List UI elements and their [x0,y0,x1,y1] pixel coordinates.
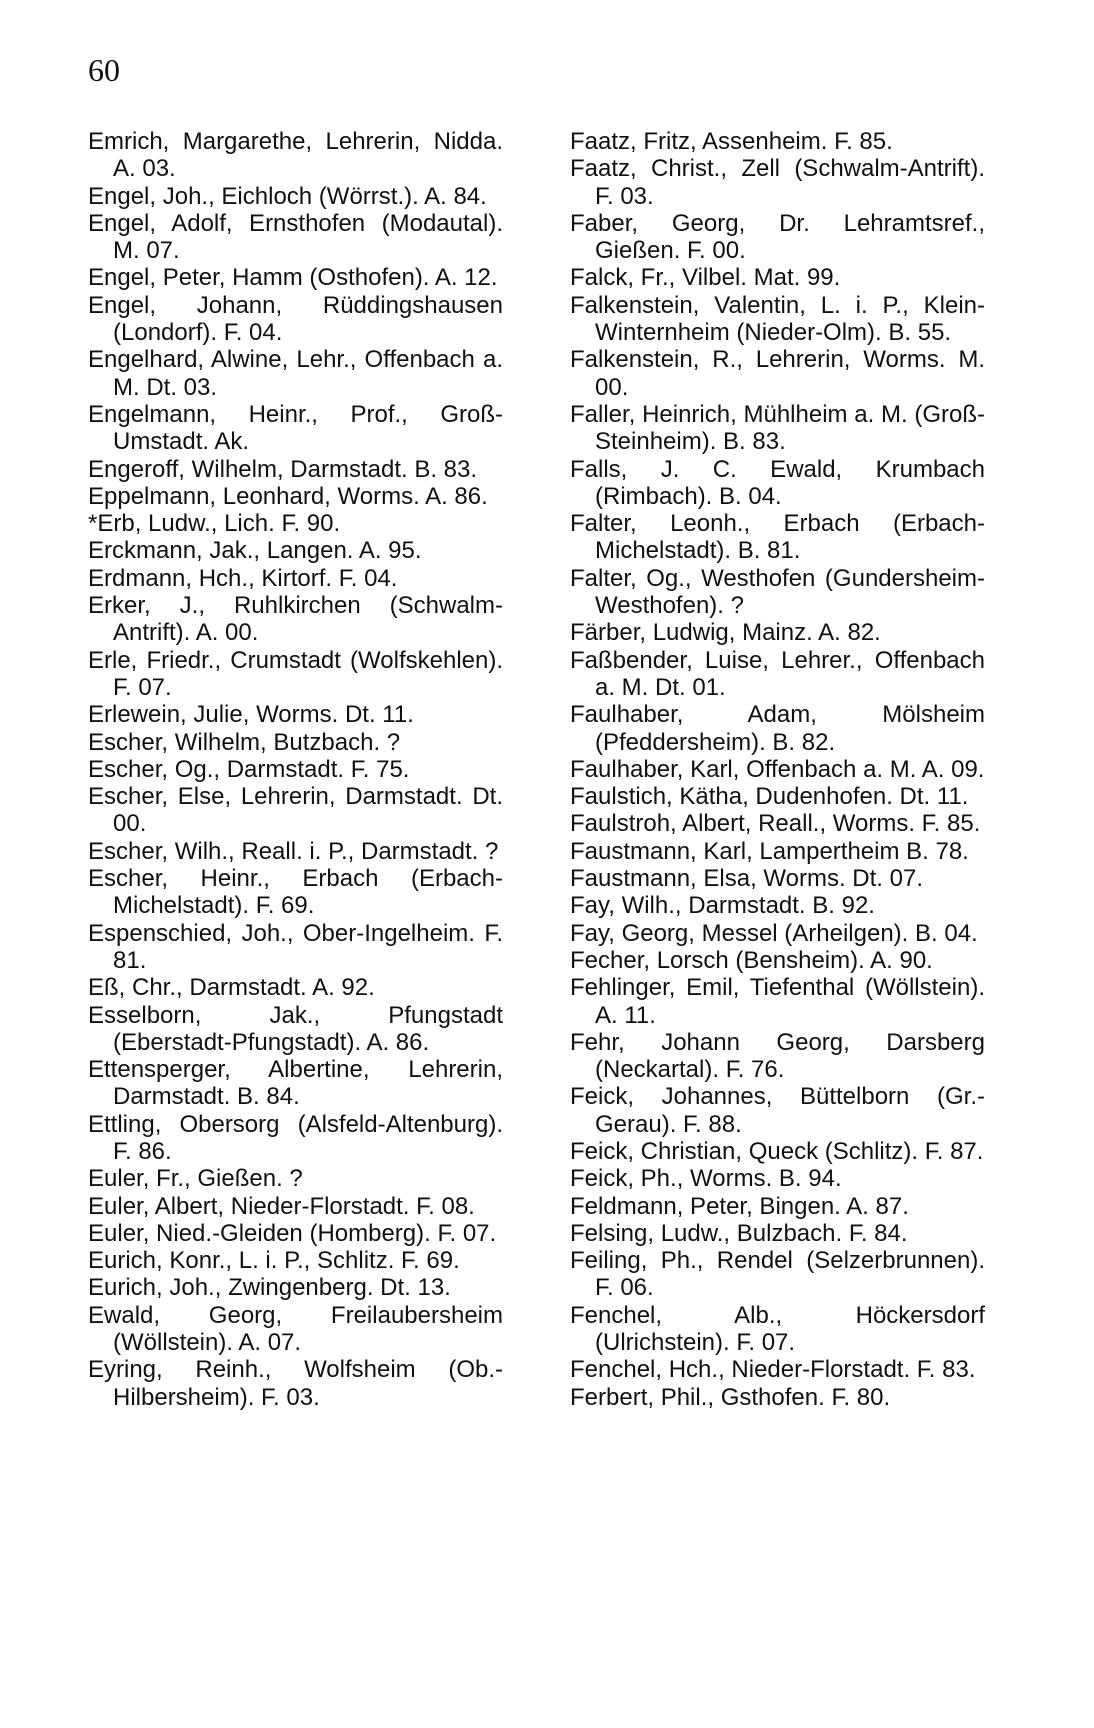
directory-entry: Erckmann, Jak., Langen. A. 95. [88,537,422,565]
directory-entry: Fenchel, Alb., Höckersdorf (Ulrichstein). F. 07. [570,1301,985,1357]
directory-entry: Fecher, Lorsch (Bensheim). A. 90. [570,946,933,974]
directory-entry: Felsing, Ludw., Bulzbach. F. 84. [570,1219,908,1247]
directory-entry: Eppelmann, Leonhard, Worms. A. 86. [88,482,488,510]
directory-entry: Fay, Wilh., Darmstadt. B. 92. [570,892,875,920]
directory-entry: Fehlinger, Emil, Tiefenthal (Wöllstein). A. 11. [570,974,985,1029]
directory-entry: Faulhaber, Adam, Mölsheim (Pfeddersheim). B. 82. [570,701,985,756]
directory-entry: Eß, Chr., Darmstadt. A. 92. [88,974,375,1002]
directory-entry: Eyring, Reinh., Wolfsheim (Ob.-Hilbersheim). F. 03. [88,1356,503,1411]
directory-entry: Emrich, Margarethe, Lehrerin, Nidda. A. 03. [88,128,503,183]
directory-entry: Escher, Wilhelm, Butzbach. ? [88,728,401,756]
directory-entry: Engel, Peter, Hamm (Osthofen). A. 12. [88,264,498,292]
directory-entry: Euler, Nied.-Gleiden (Homberg). F. 07. [88,1219,497,1247]
directory-entry: Feick, Ph., Worms. B. 94. [570,1165,842,1193]
directory-entry: Falck, Fr., Vilbel. Mat. 99. [570,264,841,292]
directory-entry: Ettling, Obersorg (Alsfeld-Altenburg). F. 86. [88,1110,503,1165]
directory-entry: Feick, Christian, Queck (Schlitz). F. 87. [570,1137,984,1165]
directory-entry: Falls, J. C. Ewald, Krumbach (Rimbach). B. 04. [570,455,985,510]
directory-entry: Färber, Ludwig, Mainz. A. 82. [570,619,881,647]
directory-entry: Faatz, Fritz, Assenheim. F. 85. [570,128,893,155]
directory-entry: Escher, Wilh., Reall. i. P., Darmstadt. ? [88,837,499,865]
directory-entry: Eurich, Joh., Zwingenberg. Dt. 13. [88,1274,451,1302]
directory-entry: Faulhaber, Karl, Offenbach a. M. A. 09. [570,755,985,783]
directory-entry: Fehr, Johann Georg, Darsberg (Neckartal). F. 76. [570,1028,985,1084]
directory-entry: Faller, Heinrich, Mühlheim a. M. (Groß-Steinheim). B. 83. [570,400,985,456]
directory-entry: Faustmann, Elsa, Worms. Dt. 07. [570,865,924,893]
directory-entry: Falter, Og., Westhofen (Gundersheim-Westhofen). ? [570,564,985,620]
directory-entry: Falkenstein, Valentin, L. i. P., Klein-Winternheim (Nieder-Olm). B. 55. [570,291,985,347]
directory-entry: Eurich, Konr., L. i. P., Schlitz. F. 69. [88,1247,460,1275]
directory-entry: Escher, Og., Darmstadt. F. 75. [88,755,410,783]
directory-entry: Espenschied, Joh., Ober-Ingelheim. F. 81. [88,919,503,974]
directory-entry: Esselborn, Jak., Pfungstadt (Eberstadt-Pfungstadt). A. 86. [88,1001,503,1056]
directory-entry: Fay, Georg, Messel (Arheilgen). B. 04. [570,919,978,947]
directory-entry: Engel, Joh., Eichloch (Wörrst.). A. 84. [88,182,487,210]
directory-entry: Erle, Friedr., Crumstadt (Wolfskehlen). F. 07. [88,646,503,701]
directory-entry: Erlewein, Julie, Worms. Dt. 11. [88,701,414,729]
directory-entry: Faulstroh, Albert, Reall., Worms. F. 85. [570,810,981,838]
directory-entry: Engelhard, Alwine, Lehr., Offenbach a. M. Dt. 03. [88,346,503,401]
directory-entry: Ferbert, Phil., Gsthofen. F. 80. [570,1383,891,1411]
page-number: 60 [88,52,120,88]
directory-entry: Feldmann, Peter, Bingen. A. 87. [570,1192,909,1220]
directory-entry: Falter, Leonh., Erbach (Erbach-Michelstadt). B. 81. [570,510,985,565]
directory-entry: Engel, Johann, Rüddingshausen (Londorf). F. 04. [88,291,503,347]
directory-entry: Faber, Georg, Dr. Lehramtsref., Gießen. F. 00. [570,209,985,265]
directory-entry: Feick, Johannes, Büttelborn (Gr.-Gerau). F. 88. [570,1083,985,1138]
directory-entry: Escher, Else, Lehrerin, Darmstadt. Dt. 00. [88,783,503,838]
directory-entry: Engeroff, Wilhelm, Darmstadt. B. 83. [88,455,478,483]
directory-entry: *Erb, Ludw., Lich. F. 90. [88,510,341,538]
left-column [88,128,503,1411]
directory-entry: Ewald, Georg, Freilaubersheim (Wöllstein). A. 07. [88,1301,503,1357]
directory-entry: Feiling, Ph., Rendel (Selzerbrunnen). F. 06. [570,1247,985,1302]
directory-entry: Faatz, Christ., Zell (Schwalm-Antrift). F. 03. [570,155,985,210]
directory-entry: Engelmann, Heinr., Prof., Groß-Umstadt. Ak. [88,400,503,456]
directory-entry: Faustmann, Karl, Lampertheim B. 78. [570,837,969,865]
directory-entry: Erdmann, Hch., Kirtorf. F. 04. [88,564,398,592]
directory-entry: Faulstich, Kätha, Dudenhofen. Dt. 11. [570,783,969,811]
directory-entry: Engel, Adolf, Ernsthofen (Modautal). M. 07. [88,209,503,265]
directory-entry: Erker, J., Ruhlkirchen (Schwalm-Antrift). A. 00. [88,592,503,647]
directory-entry: Escher, Heinr., Erbach (Erbach-Michelstadt). F. 69. [88,865,503,920]
directory-entry: Euler, Albert, Nieder-Florstadt. F. 08. [88,1192,475,1220]
directory-entry: Euler, Fr., Gießen. ? [88,1165,303,1193]
right-column [570,128,985,1411]
directory-entry: Ettensperger, Albertine, Lehrerin, Darmstadt. B. 84. [88,1056,503,1111]
directory-entry: Faßbender, Luise, Lehrer., Offenbach a. M. Dt. 01. [570,646,985,701]
directory-entry: Falkenstein, R., Lehrerin, Worms. M. 00. [570,346,985,401]
directory-entry: Fenchel, Hch., Nieder-Florstadt. F. 83. [570,1356,976,1384]
